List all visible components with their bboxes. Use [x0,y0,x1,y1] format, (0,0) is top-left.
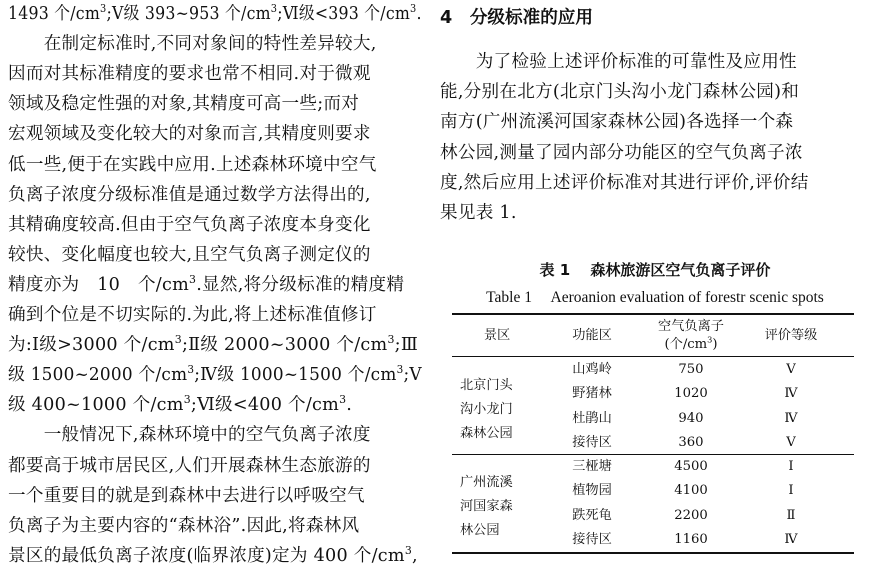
cell-ions: 360 [678,435,704,451]
body-text-line: 宏观领域及变化较大的对象而言,其精度则要求 [8,124,371,145]
body-text-line: 因而对其标准精度的要求也常不相同.对于微观 [8,64,371,85]
cell-grade: Ⅴ [786,435,796,451]
cell-area: 接待区 [572,435,612,451]
cell-grade: Ⅱ [786,507,796,523]
cell-grade: Ⅴ [786,362,796,377]
cell-ions: 1020 [674,386,708,402]
cell-ions: 1160 [674,532,708,548]
body-text-line: 较快、变化幅度也较大,且空气负离子测定仪的 [8,244,371,265]
cell-area: 植物园 [572,483,612,499]
body-text-line: 一个重要目的就是到森林中去进行以呼吸空气 [8,485,365,506]
cell-area: 跌死龟 [572,507,612,523]
body-text-line: 为:Ⅰ级>3000 个$/cm^3;Ⅱ$级 2000~3000 个$/cm^3;Ⅲ$ [8,333,419,356]
body-text-line: 级 1500~2000 个$/cm^3;Ⅳ$级 1000~1500 个$/cm^3;Ⅴ$ [8,363,422,386]
table-rule [452,313,854,315]
header-ions-unit: (个$/cm^3$) [664,334,718,352]
body-text-line: 都要高于城市居民区,人们开展森林生态旅游的 [8,455,371,476]
cell-ions: 750 [678,362,704,377]
cell-area: 接待区 [572,532,612,548]
cell-area: 杜鹃山 [572,410,612,426]
body-text-line: 为了检验上述评价标准的可靠性及应用性 [440,52,797,72]
body-text-line: 领域及稳定性强的对象,其精度可高一些;而对 [8,94,360,115]
cell-grade: Ⅳ [784,532,798,548]
body-text-line: 度,然后应用上述评价标准对其进行评价,评价结 [440,172,809,193]
body-text-line: 林公园,测量了园内部分功能区的空气负离子浓 [440,142,803,163]
body-text-line: 确到个位是不切实际的.为此,将上述标准值修订 [8,305,377,325]
scene-name: 北京门头 沟小龙门 森林公园 [460,378,513,441]
table-rule [452,356,854,357]
header-grade: 评价等级 [764,328,818,343]
cell-grade: Ⅰ [788,483,794,499]
body-text-line: 其精确度较高.但由于空气负离子浓度本身变化 [8,214,371,235]
body-text-line: 1493 个$/cm^3;Ⅴ$级 393~953 个$/cm^3;Ⅵ$级<393 个$/cm^3$. [8,2,422,24]
cell-grade: Ⅰ [788,459,794,474]
table-caption-en: Table 1 Aeroanion evaluation of forestr scenic spots [486,289,824,306]
cell-grade: Ⅳ [784,410,798,426]
cell-ions: 2200 [674,507,708,523]
section-heading: 4 分级标准的应用 [440,8,593,28]
cell-area: 野猪林 [572,386,612,402]
cell-ions: 4100 [674,483,708,499]
table-rule [452,552,854,554]
table-rule [452,454,854,455]
cell-grade: Ⅳ [784,386,798,402]
cell-ions: 4500 [674,459,708,474]
header-scene: 景区 [483,328,511,343]
body-text-line: 负离子为主要内容的“森林浴”.因此,将森林风 [8,515,360,536]
cell-area: 三桠塘 [572,459,612,474]
body-text-line: 精度亦为 10 个$/cm^3$.显然,将分级标准的精度精 [8,273,405,295]
body-text-line: 景区的最低负离子浓度(临界浓度)定为 400 个$/cm^3$, [8,543,418,566]
cell-ions: 940 [678,410,704,426]
body-text-line: 一般情况下,森林环境中的空气负离子浓度 [8,425,371,446]
header-ions: 空气负离子 [658,319,724,334]
body-text-line: 果见表 1. [440,203,517,223]
body-text-line: 级 400~1000 个$/cm^3;Ⅵ$级<400 个$/cm^3$. [8,393,353,416]
body-text-line: 低一些,便于在实践中应用.上述森林环境中空气 [8,154,377,175]
body-text-line: 在制定标准时,不同对象间的特性差异较大, [8,34,377,55]
body-text-line: 能,分别在北方(北京门头沟小龙门森林公园)和 [440,82,800,103]
body-text-line: 负离子浓度分级标准值是通过数学方法得出的, [8,184,371,205]
table-caption-cn: 表 1 森林旅游区空气负离子评价 [539,261,771,279]
cell-area: 山鸡岭 [572,362,612,377]
scene-name: 广州流溪 河国家森 林公园 [460,475,513,538]
body-text-line: 南方(广州流溪河国家森林公园)各选择一个森 [440,112,794,133]
header-area: 功能区 [572,328,612,343]
